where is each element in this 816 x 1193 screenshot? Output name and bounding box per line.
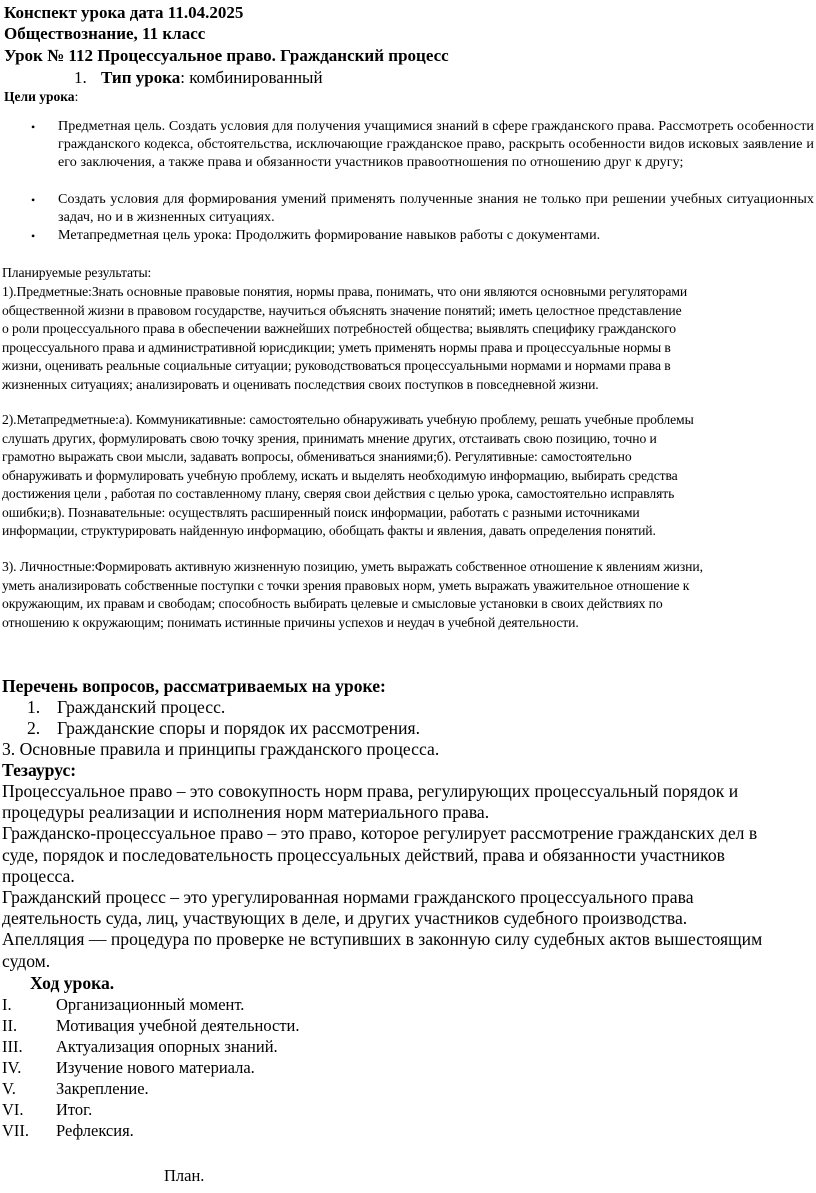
questions-title: Перечень вопросов, рассматриваемых на уроке: bbox=[2, 676, 386, 696]
question-number: 2. bbox=[27, 718, 41, 738]
bullet-icon: • bbox=[31, 120, 36, 134]
course-item: Организационный момент. bbox=[56, 995, 245, 1014]
goals-heading: Цели урока: bbox=[4, 89, 79, 104]
results-personal: 3). Личностные:Формировать активную жизненную позицию, уметь выражать собственное отношение к явлениям жизни, уметь анализировать собственные поступки с точки зрения правовых норм, уметь выражать уважительное отношение к окружающим, их правам и свободам; способность выбирать целевые и смысловые установки в своих действиях по отношению к окружающим; понимать истинные причины успехов и неудач в учебной деятельности. bbox=[2, 559, 703, 630]
bullet-icon: • bbox=[31, 193, 36, 207]
plan-label: План. bbox=[164, 1166, 205, 1185]
course-title: Ход урока. bbox=[30, 973, 115, 993]
goals-label: Цели урока bbox=[4, 89, 75, 104]
question-item: Гражданский процесс. bbox=[57, 697, 226, 717]
goal-item-meta: Метапредметная цель урока: Продолжить формирование навыков работы с документами. bbox=[58, 227, 601, 243]
subject-line: Обществознание, 11 класс bbox=[4, 24, 206, 43]
question-item: Гражданские споры и порядок их рассмотрения. bbox=[57, 718, 420, 738]
lesson-type-line bbox=[74, 67, 323, 88]
course-number: VII. bbox=[2, 1121, 30, 1140]
course-number: VI. bbox=[2, 1100, 24, 1119]
goal-item-subject: Предметная цель. Создать условия для получения учащимися знаний в сфере гражданского права. Рассмотреть особенности гражданского кодекса, обстоятельства, исключающие гражданское право, раскрыть особенности видов исковых заявление и его заключения, а также права и обязанности участников правоотношения по отношению друг к другу; bbox=[58, 118, 814, 171]
goal-item-skills: Создать условия для формирования умений применять полученные знания не только при решении учебных ситуационных задач, но и в жизненных ситуациях. bbox=[58, 191, 814, 226]
results-subject: 1).Предметные:Знать основные правовые понятия, нормы права, понимать, что они являются основными регуляторами общественной жизни в правовом государстве, научиться объяснять значение понятий; иметь целостное представление о роли процессуального права в обеспечении важнейших потребностей общества; выявлять специфику гражданского процессуального права и административной юрисдикции; уметь применять нормы права и процессуальные нормы в жизни, оценивать реальные социальные ситуации; руководствоваться процессуальными нормами и нормами права в жизненных ситуациях; анализировать и оценивать последствия своих поступков в повседневной жизни. bbox=[2, 284, 688, 392]
course-number: II. bbox=[2, 1016, 18, 1035]
thesaurus-title: Тезаурус: bbox=[2, 760, 77, 780]
lesson-type-number: 1. bbox=[74, 68, 87, 87]
course-number: I. bbox=[2, 995, 12, 1014]
course-item: Мотивация учебной деятельности. bbox=[56, 1016, 300, 1035]
course-item: Итог. bbox=[56, 1100, 93, 1119]
lesson-type-label: Тип урока bbox=[101, 68, 181, 87]
results-meta: 2).Метапредметные:а). Коммуникативные: самостоятельно обнаруживать учебную проблему, решать учебные проблемы слушать других, формулировать свою точку зрения, принимать мнение других, отстаивать свою позицию, точно и грамотно выражать свои мысли, задавать вопросы, обмениваться знаниями;б). Регулятивные: самостоятельно обнаруживать и формулировать учебную проблему, искать и выделять необходимую информацию, выбирать средства достижения цели , работая по составленному плану, сверяя свои действия с целью урока, самостоятельно исправлять ошибки;в). Познавательные: осуществлять расширенный поиск информации, работать с разными источниками информации, структурировать найденную информацию, обобщать факты и явления, давать определения понятий. bbox=[2, 412, 694, 538]
lesson-type-value: : комбинированный bbox=[180, 68, 323, 87]
lesson-title: Урок № 112 Процессуальное право. Гражданский процесс bbox=[4, 46, 449, 65]
course-number: V. bbox=[2, 1079, 16, 1098]
course-number: III. bbox=[2, 1037, 23, 1056]
results-title: Планируемые результаты: bbox=[2, 265, 152, 280]
course-item: Рефлексия. bbox=[56, 1121, 134, 1140]
course-item: Закрепление. bbox=[56, 1079, 149, 1098]
course-number: IV. bbox=[2, 1058, 22, 1077]
question-number: 1. bbox=[27, 697, 41, 717]
bullet-icon: • bbox=[31, 229, 36, 243]
question-item: 3. Основные правила и принципы гражданского процесса. bbox=[2, 739, 440, 759]
course-item: Актуализация опорных знаний. bbox=[56, 1037, 278, 1056]
thesaurus-body: Процессуальное право – это совокупность норм права, регулирующих процессуальный порядок и процедуры реализации и исполнения норм материального права. Гражданско-процессуальное право – это право, которое регулирует рассмотрение гражданских дел в суде, порядок и последовательность процессуальных действий, права и обязанности участников процесса. Гражданский процесс – это урегулированная нормами гражданского процессуального права деятельность суда, лиц, участвующих в деле, и других участников судебного производства. Апелляция — процедура по проверке не вступивших в законную силу судебных актов вышестоящим судом. bbox=[2, 781, 763, 971]
course-item: Изучение нового материала. bbox=[56, 1058, 255, 1077]
document-title: Конспект урока дата 11.04.2025 bbox=[4, 3, 244, 22]
